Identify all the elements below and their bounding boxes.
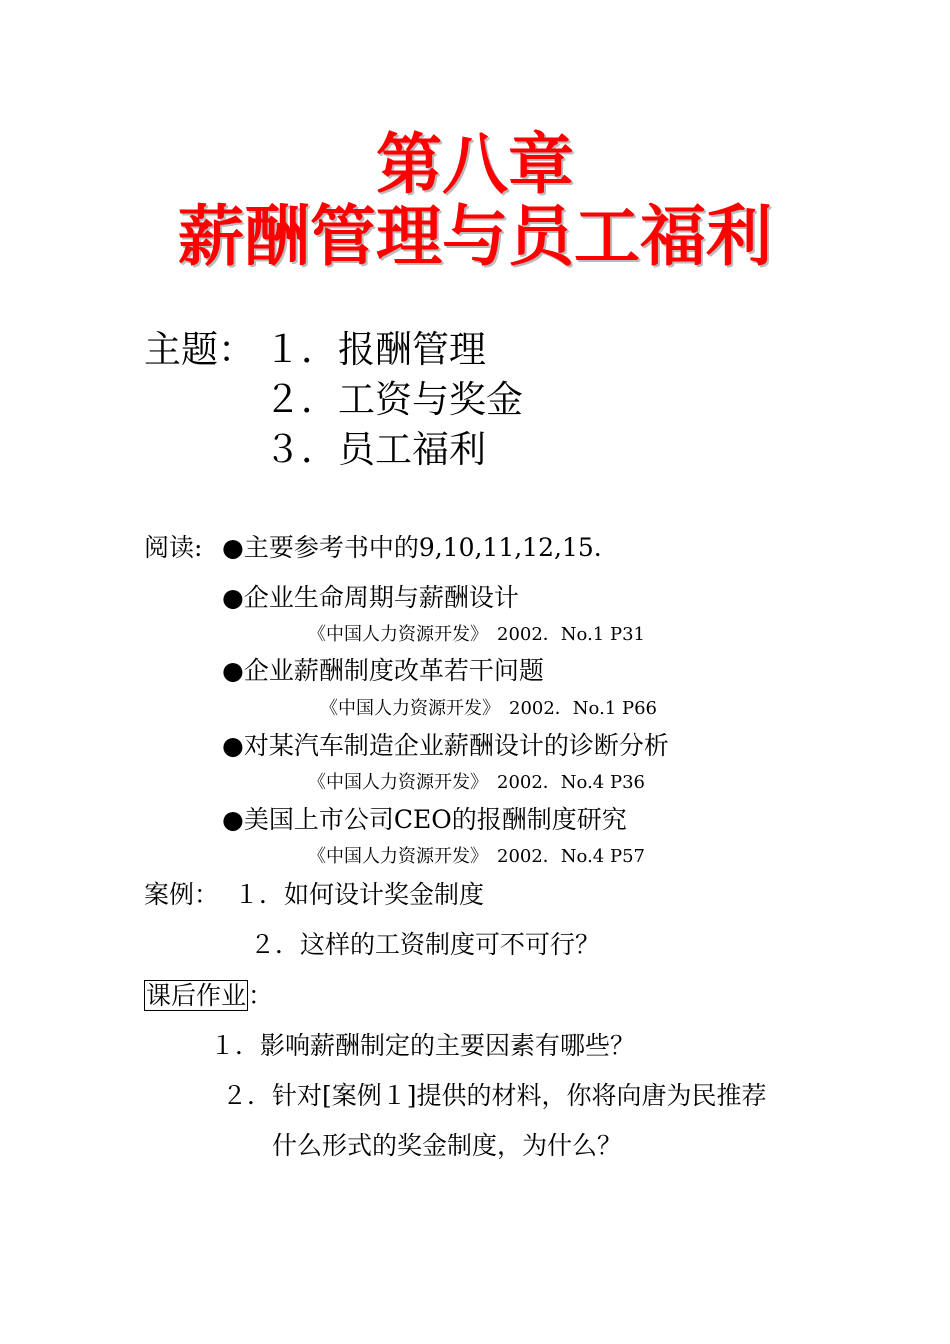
theme-item: １．报酬管理 [264,328,486,371]
homework-label: 课后作业 [146,981,247,1010]
chapter-subtitle: 薪酬管理与员工福利 [178,198,772,275]
theme-item: ３．员工福利 [264,428,486,471]
case-item: １．如何设计奖金制度 [234,880,485,909]
theme-item: ２．工资与奖金 [264,378,523,421]
chapter-title: 第八章 [376,126,574,203]
homework-colon: ： [248,981,274,1010]
reading-source: 《中国人力资源开发》 2002．No.1 P31 [308,624,645,645]
reading-source: 《中国人力资源开发》 2002．No.4 P36 [308,772,645,793]
reading-source: 《中国人力资源开发》 2002．No.4 P57 [308,846,645,867]
reading-source: 《中国人力资源开发》 2002．No.1 P66 [320,698,657,719]
reading-item: ●企业薪酬制度改革若干问题 [222,656,544,685]
reading-item: ●对某汽车制造企业薪酬设计的诊断分析 [222,731,669,760]
homework-item: １．影响薪酬制定的主要因素有哪些？ [210,1031,636,1060]
homework-heading [144,980,273,1012]
homework-item: ２．针对[案例１]提供的材料，你将向唐为民推荐 [222,1081,767,1110]
reading-item: ●美国上市公司CEO的报酬制度研究 [222,805,627,834]
homework-item-continued: 什么形式的奖金制度，为什么？ [272,1131,623,1160]
reading-item: ●主要参考书中的9,10,11,12,15. [222,533,602,562]
case-label: 案例： [144,880,220,909]
reading-label: 阅读: [144,533,203,562]
theme-label: 主题： [144,328,255,371]
reading-item: ●企业生命周期与薪酬设计 [222,583,519,612]
case-item: ２．这样的工资制度可不可行？ [250,930,601,959]
